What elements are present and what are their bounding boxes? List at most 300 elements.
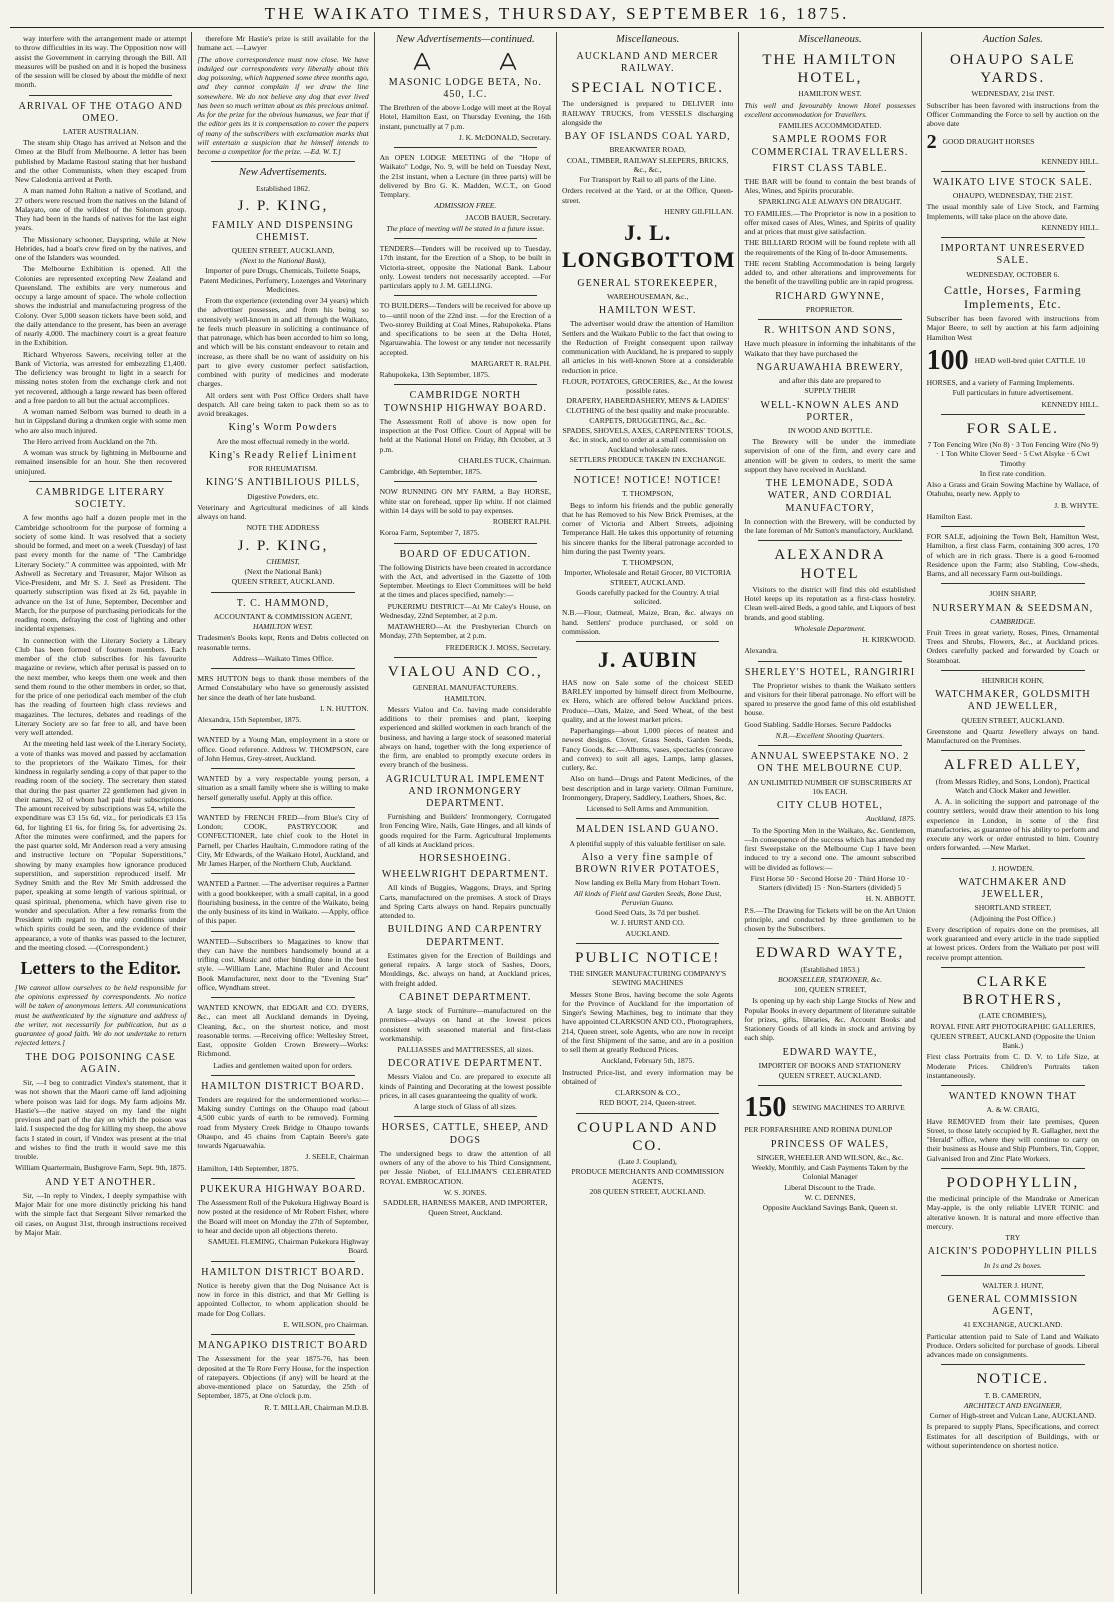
board-education-item: PUKERIMU DISTRICT—At Mr Caley's House, on Wednesday, 22nd September, at 2 p.m. [379, 601, 551, 620]
divider [941, 967, 1085, 968]
dog-case-letter: Sir, —I beg to contradict Vindex's statement, that it was not shown that the Maori came off land adjoining where poison was laid for dogs. My farm adjoins Mr. Hastie's—the native stayed on my land the night previous and part of the day on which the poison was laid. I suspected the dog for killing my sheep, the above facts I stated in court, if Vindex was present at the trial and wishes to find the truth it would save me this trouble. [15, 1078, 187, 1162]
hamilton-hotel: THE HAMILTON HOTEL, [762, 51, 898, 87]
hamilton-board-date: Hamilton, 14th September, 1875. [197, 1163, 299, 1173]
kohn-name: HEINRICH KOHN, [981, 675, 1044, 685]
ohaupo-item: GOOD DRAUGHT HORSES [942, 137, 1035, 147]
hurst-name: W. J. HURST AND CO. [610, 918, 685, 928]
hammond-name: T. C. HAMMOND, [236, 597, 330, 609]
thompson-title: Importer, Wholesale and Retail Grocer, 80 VICTORIA STREET, AUCKLAND. [564, 568, 732, 587]
whitson-paragraph-3: The Brewery will be under the immediate supervision of one of the firm, and every care and attention will be given to orders, to merit the same support they have received in Auckland. [744, 437, 916, 474]
wanted-ad: WANTED by a very respectable young person, a situation as a small family where she is willing to make herself generally useful. Apply at this office. [197, 774, 369, 802]
literary-society-heading: CAMBRIDGE LITERARY SOCIETY. [35, 486, 166, 511]
singer-paragraph-2: Instructed Price-list, and every information may be obtained of [561, 1067, 734, 1086]
pukekura-heading: PUKEKURA HIGHWAY BOARD. [200, 1183, 366, 1195]
building-heading: BUILDING AND CARPENTRY DEPARTMENT. [387, 924, 543, 948]
clarkson-name: CLARKSON & CO., [615, 1088, 681, 1098]
aickin-sub: In 1s and 2s boxes. [983, 1260, 1042, 1270]
column-3 [375, 32, 557, 1594]
agri-paragraph: Furnishing and Builders' Ironmongery, Corrugated Iron Fencing Wire, Nails, Gate Hinges, and all kinds of goods required for the Farm. Agricultural Implements of all kinds at Auckland prices. [379, 812, 551, 849]
builders-date: Rahupokeka, 13th September, 1875. [379, 370, 490, 380]
divider [941, 237, 1085, 238]
kennedy-signature: KENNEDY HILL. [1041, 156, 1099, 166]
whyte-signature: J. B. WHYTE. [1054, 500, 1099, 510]
longbottom-settlers: SETTLERS PRODUCE TAKEN IN EXCHANGE. [569, 454, 726, 464]
glass-line: A large stock of Glass of all sizes. [413, 1102, 517, 1112]
podophyllin-paragraph: the medicinal principle of the Mandrake or American May-apple, is the only reliable LIVER TONIC and alterative known. It is natural and more effective than mercury. [926, 1194, 1099, 1231]
divider [29, 95, 172, 96]
divider [394, 295, 537, 296]
divider [211, 768, 354, 769]
wood-line: IN WOOD AND BOTTLE. [787, 425, 873, 435]
masonic-signature: J. K. McDONALD, Secretary. [458, 132, 551, 142]
hunt-address: 41 EXCHANGE, AUCKLAND. [963, 1320, 1063, 1330]
whitson-paragraph: Have much pleasure in informing the inhabitants of the Waikato that they have purchased the [744, 339, 916, 358]
decorative-paragraph: Messrs Vialou and Co. are prepared to execute all kinds of Painting and Decorating at the lowest possible prices, in all cases guaranteeing the quality of work. [379, 1072, 551, 1100]
wanted-ad: WANTED a Partner. —The advertiser requires a Partner with a good bookkeeper, with a small capital, in a good flourishing business, in the centre of the Waikato, being the only business of its kind in Waikato. —Apply, office of this paper. [197, 879, 369, 926]
king-next-repeat: (Next the National Bank) [244, 567, 322, 577]
divider [576, 1113, 719, 1114]
divider [394, 481, 537, 482]
wanted-ad: WANTED—Subscribers to Magazines to know that they can have the numbers handsomely bound at a trifling cost. Music and other binding done in the best style. —William Lane, Machine Ruler and Account Book Manufacturer, next door to the "Evening Star" office, Wyndham street. [197, 936, 369, 992]
arrival-paragraph: The steam ship Otago has arrived at Nelson and the Omeo at the Bluff from Melbourne. A letter has been published by Madame Rastoul stating that her husband and the other Communists, when they escaped from New Caledonia arrived at Perth. [15, 138, 187, 185]
coupland-address: 208 QUEEN STREET, AUCKLAND. [589, 1186, 706, 1196]
clarke-sub: (LATE CROMBIE'S), [979, 1011, 1047, 1021]
clarke-paragraph: First class Portraits from C. D. V. to Life Size, at Moderate Prices. Children's Portraits taken instantaneously. [926, 1052, 1099, 1080]
hamilton-board-heading: HAMILTON DISTRICT BOARD. [201, 1080, 365, 1092]
king-pills: KING'S ANTIBILIOUS PILLS, [205, 477, 361, 489]
special-notice: SPECIAL NOTICE. [571, 80, 725, 97]
stabling-paragraph: THE recent Stabling Accommodation is being largely added to, and other alterations and improvements for the benefit of the travelling public are in rapid progress. [744, 258, 916, 287]
decorative-heading: DECORATIVE DEPARTMENT. [387, 1058, 543, 1070]
whitson-name: R. WHITSON AND SONS, [764, 325, 896, 337]
divider [941, 858, 1085, 859]
princess-line: PRINCESS OF WALES, [770, 1138, 890, 1150]
jones-address: Queen Street, Auckland. [428, 1208, 503, 1218]
established-line: Established 1862. [255, 184, 310, 194]
board-education-item: MATAWHERO—At the Presbyterian Church on Monday, 27th September, at 2 p.m. [379, 622, 551, 641]
wanted-ad: WANTED by a Young Man, employment in a store or office. Good reference. Address W. THOMPSON, care of John Hemus, Grey-street, Auckland. [197, 735, 369, 763]
alley-sub: (from Messrs Ridley, and Sons, London), Practical Watch and Clock Maker and Jeweller. [935, 776, 1090, 795]
divider [758, 938, 901, 939]
divider [941, 1364, 1085, 1365]
cambridge-date: Cambridge, 4th September, 1875. [379, 467, 482, 477]
divider [211, 668, 354, 669]
pukekura-signature: SAMUEL FLEMING, Chairman Pukekura Highway Board. [208, 1237, 369, 1256]
building-paragraph: Estimates given for the Erection of Buildings and general repairs. A large stock of Sashes, Doors, Mouldings, &c. always on hand, at Auckland prices, with freight added. [379, 950, 551, 988]
craig-paragraph: Have REMOVED from their late premises, Queen Street, to those lately occupied by R. Gallagher, next the "Herald" office, where they will continue to carry on their business as House and Ship Plumbers, Tin, Copper, Galvanised Iron and Zinc Plate Workers. [926, 1116, 1099, 1163]
longbottom-title: GENERAL STOREKEEPER, [577, 277, 718, 289]
horses-paragraph: The undersigned begs to draw the attention of all owners of any of the above to his Third Consignment, per Jessie Niobet, of ELLIMAN'S CELEBRATED ROYAL EMBROCATION. [379, 1148, 551, 1186]
pukekura-paragraph: The Assessment Roll of the Pukekura Highway Board is now posted at the residence of Mr Robert Fisher, where the Board will meet on Monday the 27th of September, to hear and decide upon all objections thereto. [197, 1198, 369, 1235]
craig-heading: WANTED KNOWN THAT [948, 1091, 1077, 1103]
hamilton-hotel-town: HAMILTON WEST. [798, 89, 862, 99]
column-heading: Miscellaneous. [798, 34, 862, 45]
hamilton-board-paragraph: Tenders are required for the undermentioned works:— Making sundry Cuttings on the Ohaupo road (about 4,500 cubic yards of earth to be removed). Forming road from Mystery Creek Bridge to Ohaupo towards Ohaupo, and 45 chains from Captain Beere's gate towards Ngaruawahia. [197, 1094, 369, 1151]
thompson-nb: N.B.—Flour, Oatmeal, Maize, Bran, &c. always on hand. Settlers' produce purchased, or sold on commission. [561, 608, 734, 636]
thompson-signature: T. THOMPSON, [621, 558, 674, 568]
mangapiko-heading: MANGAPIKO DISTRICT BOARD [198, 1340, 368, 1352]
king-relief-sub: FOR RHEUMATISM. [248, 464, 318, 474]
cattle-lot [927, 344, 1099, 387]
column-heading: Miscellaneous. [616, 34, 680, 45]
cattle-count: 100 [926, 344, 969, 376]
hammond-address: Address—Waikato Times Office. [232, 653, 334, 663]
divider [941, 171, 1085, 172]
kennedy-signature: KENNEDY HILL. [1041, 222, 1099, 232]
hammond-title: ACCOUNTANT & COMMISSION AGENT, [213, 611, 353, 621]
sample-rooms: SAMPLE ROOMS FOR COMMERCIAL TRAVELLERS. [751, 134, 909, 158]
wanted-ad: WANTED by FRENCH FRED—from Blue's City of London; COOK, PASTRYCOOK and CONFECTIONER, late chief cook to the Hotel in Parnell, per Charles Haultain, C.mmodore rating of the City, Mr Edwards, of the Waikato Hotel, Auckland, and Mr James Harper, of the Northern Club, Auckland. [197, 812, 369, 869]
seed-oats-line: Good Seed Oats, 3s 7d per bushel. [595, 908, 700, 918]
hamilton-board-signature: J. SEELE, Chairman [305, 1152, 369, 1162]
palliasses-line: PALLIASSES and MATTRESSES, all sizes. [397, 1045, 534, 1055]
important-sale-date: WEDNESDAY, OCTOBER 6. [966, 269, 1060, 279]
potatoes-line: Also a very fine sample of BROWN RIVER POTATOES, [575, 851, 721, 876]
divider [941, 583, 1085, 584]
arrival-paragraph: A woman named Selborn was burned to death in a hut in Gippsland during a drunken orgie with some men who are also much injured. [15, 407, 187, 435]
for-sale-heading: FOR SALE. [966, 420, 1059, 437]
king-next: (Next to the National Bank), [240, 256, 326, 266]
aubin-license: Licensed to Sell Arms and Ammunition. [586, 804, 709, 814]
divider [758, 661, 901, 662]
cambridge-signature: CHARLES TUCK, Chairman. [458, 455, 551, 465]
farm-signature: ROBERT RALPH. [492, 517, 551, 527]
breakwater-road: BREAKWATER ROAD, [609, 145, 686, 155]
hammond-paragraph: Tradesmen's Books kept, Rents and Debts collected on reasonable terms. [197, 633, 369, 652]
city-club-date: Auckland, 1875. [866, 814, 916, 824]
king-paragraph: From the experience (extending over 34 years) which the advertiser possesses, and from his being so extensively well-known in and all through the Waikato, he feels much pleasure in soliciting a continuance of that patronage, which has been accorded to him so long, and which will be his constant endeavour to retain and increase, as there shall be no want of assiduity on his part to give every customer perfect satisfaction, combined with purity of medicines and moderate charges. [197, 296, 369, 389]
editor-note: [The above correspondence must now close. We have indulged our correspondents very liberally about this dog poisoning, which happened some three months ago, and they cannot complain if we draw the line somewhere. We do not believe any dog that ever lived has been so much written about as this precious animal. As for the prize for the obvious humanus, we fear that if the editor gets its it is compensation to cover the papers of many of the subscribers with exclamation marks that will entertain a suspicion that he himself intends to become a competitor for the prize. —Ed. W. T.] [197, 54, 369, 156]
alexandra-town: Alexandra. [744, 646, 778, 656]
howden-address: SHORTLAND STREET, [974, 903, 1052, 913]
divider [758, 1085, 901, 1086]
alexandra-heading: ALEXANDRA HOTEL [774, 547, 886, 582]
railway-heading: AUCKLAND AND MERCER RAILWAY. [576, 50, 719, 74]
longbottom-drapery: DRAPERY, HABERDASHERY, MEN'S & LADIES' CLOTHING of the best quality and make procurable. [566, 396, 730, 415]
king-title: FAMILY AND DISPENSING CHEMIST. [212, 219, 354, 243]
podophyllin-heading: PODOPHYLLIN, [946, 1174, 1080, 1191]
cattle-paragraph: Subscriber has been favored with instructions from Major Beere, to sell by auction at his farm adjoining Hamilton West [926, 314, 1099, 342]
divider [211, 1075, 354, 1076]
alley-paragraph: A. A. in soliciting the support and patronage of the country settlers, would draw their attention to his long experience in London, in some of the first manufactories, as guarantee of his ability to perform and execute any work or order entrusted to him. Country orders forwarded. —New Market. [926, 797, 1099, 853]
aickin-pills: AICKIN'S PODOPHYLLIN PILLS [927, 1246, 1098, 1258]
first-class-table: FIRST CLASS TABLE. [772, 162, 888, 174]
literary-society-paragraph: A few months ago half a dozen people met in the Cambridge schoolroom for the purpose of forming a society of some kind. It was resolved that a society should be formed, and meet on a week (Tuesday) of last past every month for the name of "The Cambridge Literary Society." A committee was appointed, with Mr Ashwell as Secretary and Treasurer, Major Wilson as Vice-President, and Mr S. J. Seel as President. The quarterly subscription was fixed at 2s 6d, payable in advance on the 1st of June, September, December and March, for the purpose of purchasing periodicals for the reading room, defraying the cost of lighting and other incidental expenses. [15, 513, 187, 634]
sewing-trade: Liberal Discount to the Trade. [784, 1182, 876, 1192]
divider [576, 641, 719, 642]
malden-paragraph: A plentiful supply of this valuable fertiliser on sale. [569, 838, 726, 848]
waikato-live-stock-heading: WAIKATO LIVE STOCK SALE. [932, 177, 1093, 189]
hamilton-district-paragraph: Notice is hereby given that the Dog Nuisance Act is now in force in this district, and that Mr Gelling is appointed Collector, to whom application should be made for Dog Collars. [197, 1280, 369, 1318]
king-import: Importer of pure Drugs, Chemicals, Toilette Soaps, Patent Medicines, Perfumery, Lozenges and Veterinary Medicines. [199, 266, 367, 294]
board-education-heading: BOARD OF EDUCATION. [399, 548, 532, 560]
cattle-heading: Cattle, Horses, Farming Implements, Etc. [943, 282, 1082, 312]
masonic-paragraph: The Brethren of the above Lodge will meet at the Royal Hotel, Hamilton East, on Thursday Evening, the 16th instant, punctually at 7 p.m. [379, 103, 551, 131]
sewing-count: 150 [744, 1092, 787, 1124]
railway-transport: For Transport by Rail to all parts of the Line. [579, 175, 716, 185]
coupland-name: COUPLAND AND CO. [577, 1119, 719, 1154]
divider [758, 319, 901, 320]
waikato-live-stock-paragraph: The usual monthly sale of Live Stock, and Farming Implements, will take place on the above date. [926, 202, 1099, 221]
cameron-name: T. B. CAMERON, [984, 1390, 1042, 1400]
hutton-notice: MRS HUTTON begs to thank those members of the Armed Constabulary who have so generously assisted her since the death of her late husband. [197, 674, 369, 702]
abbott-signature: H. N. ABBOTT. [865, 894, 916, 904]
wayte-address: 100, QUEEN STREET, [793, 985, 866, 995]
singer-date: Auckland, February 5th, 1875. [601, 1056, 695, 1066]
aubin-paragraph: HAS now on Sale some of the choicest SEED BARLEY imported by himself direct from Melbourne, ex Hero, which are offered below Auckland prices. Produce—Oats, Maize, and Seed Wheat, of the best quality, and at the lowest market prices. [561, 677, 734, 724]
cambridge-heading: CAMBRIDGE NORTH TOWNSHIP HIGHWAY BOARD. [383, 390, 547, 414]
letters-note: [We cannot allow ourselves to be held responsible for the opinions expressed by correspondents. No notice will be taken of anonymous letters. All communications must be authenticated by the signature and address of the writer, not necessarily for publication, but as a guarantee of good faith. We do not undertake to return rejected letters.] [15, 982, 187, 1048]
gwynne-title: PROPRIETOR. [805, 304, 855, 314]
mangapiko-paragraph: The Assessment for the year 1875-76, has been deposited at the Te Rore Ferry House, for the inspection of ratepayers. Objections (if any) will be heard at the above-mentioned place on Saturday, the 25th of September, 1875, at One o'clock p.m. [197, 1354, 369, 1401]
vialou-title: GENERAL MANUFACTURERS. [412, 683, 519, 693]
longbottom-name: J. L. LONGBOTTOM [561, 220, 736, 272]
arrival-paragraph: Richard Whyeross Sawers, receiving teller at the Bank of Victoria, was arrested for embezzling £1,400. The deficiency was brought to light in a search for missing notes stolen from the exchange clerk and not yet recovered, although a large reward has been offered and a free pardon to all but the actual accomplices. [15, 349, 187, 405]
another-heading: AND YET ANOTHER. [45, 1176, 157, 1188]
divider [211, 931, 354, 932]
jones-title: SADDLER, HARNESS MAKER, AND IMPORTER, [383, 1198, 548, 1208]
divider [211, 997, 354, 998]
divider [941, 414, 1085, 415]
king-pills-sub: Digestive Powders, etc. [247, 491, 319, 501]
cambridge-paragraph: The Assessment Roll of above is now open for inspection at the Post Office. Court of Appeal will be held at the National Hotel on Friday, 8th October, at 3 p.m. [379, 416, 551, 454]
sherley-paragraph: The Proprietor wishes to thank the Waikato settlers and visitors for their liberal patronage. No effort will be spared to preserve the good fame of this old established house. [744, 680, 916, 718]
divider [211, 161, 354, 162]
mangapiko-signature: R. T. MILLAR, Chairman M.D.B. [264, 1402, 369, 1412]
divider [941, 1168, 1085, 1169]
horseshoeing-heading: HORSESHOEING. [419, 853, 512, 865]
horses-heading: HORSES, CATTLE, SHEEP, AND DOGS [381, 1122, 549, 1146]
aubin-name: J. AUBIN [597, 647, 698, 673]
divider [394, 657, 537, 658]
masonic-heading: MASONIC LODGE BETA, No. 450, I.C. [388, 76, 542, 100]
howden-title: WATCHMAKER AND JEWELLER, [958, 876, 1067, 901]
divider [211, 1334, 354, 1335]
families-paragraph: TO FAMILIES.—The Proprietor is now in a position to offer mixed cases of Ales, Wines, and Spirits of quality and at prices that must give satisfaction. [744, 208, 916, 237]
arrival-paragraph: A man named John Ralton a native of Scotland, and 27 others were rescued from the natives on the Island of Malayato, one of the wildest of the Solomon group. They had been in the hands of natives for the last eight years. [15, 186, 187, 233]
sharp-name: JOHN SHARP, [989, 589, 1037, 599]
cameron-title: ARCHITECT AND ENGINEER, [963, 1400, 1062, 1410]
thompson-paragraph: Begs to inform his friends and the public generally that he has Removed to his New Brick Premises, at the corner of Victoria and Albert Streets, adjoining Temperance Hall. He takes this opportunity of returning his sincere thanks for the liberal patronage accorded to him during the past Twenty years. [561, 500, 734, 556]
craig-name: A. & W. CRAIG, [986, 1105, 1040, 1115]
sale-list: 7 Ton Fencing Wire (No 8) · 3 Ton Fencing Wire (No 9) · 1 Ton White Clover Seed · 5 Cwt Alsyke · 6 Cwt Timothy [927, 440, 1099, 468]
literary-society-paragraph: In connection with the Literary Society a Library Club has been formed of fourteen members. Each member of the club subscribes for his favourite magazine or review, which after perusal is passed on to the next member, who keeps them one week and then send them round to the other members in order, so that, for the price of one periodical each member of the club has the reading of fourteen high class reviews and magazines. The lectures, debates and readings of the Literary Society are so far free to all, and have been very well attended. [15, 635, 187, 737]
king-note: NOTE THE ADDRESS [246, 523, 320, 533]
dennes-address: Opposite Auckland Savings Bank, Queen st. [762, 1203, 898, 1213]
hamilton-hotel-paragraph: This well and favourably known Hotel possesses excellent accommodation for Travellers. [744, 100, 916, 119]
sherley-nb: N.B.—Excellent Shooting Quarters. [775, 730, 885, 740]
arrival-subheading: LATER AUSTRALIAN. [62, 126, 139, 136]
aubin-paragraph: Also on hand—Drugs and Patent Medicines, of the best description and in large variety. Oilman Furniture, Ironmongery, Drapery, Saddlery, Leathers, Shoes, &c. [561, 774, 734, 802]
ohaupo-date: WEDNESDAY, 21st INST. [971, 89, 1055, 99]
divider [941, 670, 1085, 671]
kohn-title: WATCHMAKER, GOLDSMITH AND JEWELLER, [935, 689, 1091, 713]
sharp-title: NURSERYMAN & SEEDSMAN, [932, 602, 1094, 614]
arrival-paragraph: The Melbourne Exhibition is opened. All the Colonies are represented excepting New Zealand and Queensland. The exhibits are very numerous and occupy a large amount of space. The whole collection shows the industrial and manufacturing progress of the Colony. Over 5,000 season tickets have been sold, and the daily attendance to the present, has been an average of nearly 4,000. The machinery court is a great feature in the Exhibition. [15, 264, 187, 348]
city-club: CITY CLUB HOTEL, [777, 800, 883, 812]
hurst-town: AUCKLAND. [625, 928, 670, 938]
families-line: FAMILIES ACCOMMODATED. [778, 121, 882, 131]
square-compass-icon [411, 51, 433, 73]
sale-condition: In first rate condition. [979, 468, 1046, 478]
lemonade-heading: THE LEMONADE, SODA WATER, AND CORDIAL MANUFACTORY, [765, 478, 895, 514]
king-vet: Veterinary and Agricultural medicines of all kinds always on hand. [197, 502, 369, 522]
dog-case-signature: William Quartermain, Bushgrove Farm, Sept. 9th, 1875. [15, 1163, 187, 1173]
cameron-paragraph: Is prepared to supply Plans, Specifications, and correct Estimates for all description of Buildings, with or without superintendence on shortest notice. [926, 1422, 1099, 1450]
hutton-date: Alexandra, 15th September, 1875. [197, 715, 302, 725]
vialou-town: HAMILTON. [444, 693, 487, 703]
important-sale-heading: IMPORTANT UNRESERVED SALE. [940, 243, 1086, 267]
king-worm-sub: Are the most effectual remedy in the world. [216, 436, 350, 446]
divider [576, 469, 719, 470]
another-letter: Sir, —In reply to Vindex, I deeply sympathise with Major Mair for one more distinctly pricking his hand with the simple fact that Sergeant Silver remarked the oil cases, on August 31st, through instructions received by Major Mair. [15, 1190, 187, 1237]
longbottom-spades: SPADES, SHOVELS, AXES, CARPENTERS' TOOLS, &c. in stock, and to order at a small commission on Auckland wholesale rates. [562, 426, 733, 454]
railway-orders: Orders received at the Yard, or at the Office, Queen-street. [561, 186, 734, 205]
column-2 [192, 32, 374, 1594]
wayte-established: (Established 1853.) [800, 964, 860, 974]
sweep-sub: AN UNLIMITED NUMBER OF SUBSCRIBERS AT 10s EACH. [747, 777, 913, 796]
king-paragraph: All orders sent with Post Office Orders shall have despatch. All care being taken to pack them so as to avoid breakages. [197, 390, 369, 419]
arrival-paragraph: The Missionary schooner, Dayspring, while at New Hebrides, had a boat's crew fired on by the natives, and one of the Islanders was wounded. [15, 234, 187, 263]
ohaupo-count: 2 [926, 131, 937, 154]
hunt-paragraph: Particular attention paid to Sale of Land and Waikato Produce. Orders solicited for purchase of goods. Liberal advances made on consignments. [926, 1331, 1099, 1360]
singer-heading: THE SINGER MANUFACTURING COMPANY'S SEWING MACHINES [569, 969, 727, 988]
malden-heading: MALDEN ISLAND GUANO. [576, 824, 720, 836]
clarke-title: ROYAL FINE ART PHOTOGRAPHIC GALLERIES, [930, 1021, 1096, 1031]
dog-case-heading: THE DOG POISONING CASE AGAIN. [25, 1051, 176, 1075]
king-name: J. P. KING, [237, 198, 329, 215]
longbottom-paragraph: The advertiser would draw the attention of Hamilton Settlers and the Waikato Public to the fact that owing to the Reduction of Freight consequent upon railway communication with Auckland, he is prepared to supply all articles in his well-known Store at a considerable reduction in price. [561, 319, 734, 375]
ohaupo-heading: OHAUPO SALE YARDS. [949, 51, 1076, 87]
wanted-ad: WANTED KNOWN, that EDGAR and CO. DYERS, &c., can meet all Auckland demands in Dyeing, Cleaning, &c., on the shortest notice, and most reasonable terms. —Receiving office: Wellesley Street, East, opposite Golden Crown Brewery—Works: Richmond. [197, 1003, 369, 1059]
city-club-paragraph: To the Sporting Men in the Waikato, &c. Gentlemen, —In consequence of the success which has attended my first Sweepstake on the Melbourne Cup I have been induced to try a second one. The amount subscribed will be divided as follows:— [744, 825, 916, 872]
alexandra-paragraph: Visitors to the district will find this old established Hotel keeps up its reputation as a first-class hostelry. Clean well-aired Beds, a good table, and Liquors of best brands, and good stabling. [744, 584, 916, 622]
gwynne-name: RICHARD GWYNNE, [775, 290, 885, 302]
builders-signature: MARGARET R. RALPH. [470, 358, 551, 368]
divider [941, 1085, 1085, 1086]
ales-line: WELL-KNOWN ALES AND PORTER, [760, 399, 900, 423]
king-relief: King's Ready Relief Liniment [209, 449, 357, 461]
divider [576, 943, 719, 944]
divider [211, 873, 354, 874]
coal-yard: BAY OF ISLANDS COAL YARD, [564, 131, 731, 143]
wayte-name: EDWARD WAYTE, [755, 945, 905, 962]
cabinet-heading: CABINET DEPARTMENT. [399, 991, 532, 1003]
railway-paragraph: The undersigned is prepared to DELIVER into RAILWAY TRUCKS, from VESSELS discharging alongside the [561, 99, 734, 127]
bar-paragraph: THE BAR will be found to contain the best brands of Ales, Wines, and Spirits procurable. [744, 176, 916, 196]
public-notice-heading: PUBLIC NOTICE! [575, 949, 721, 966]
wheelwright-paragraph: All kinds of Buggies, Waggons, Drays, and Spring Carts, manufactured on the premises. A stock of Drays and Spring Carts always on hand. Repairs punctually attended to. [379, 883, 551, 921]
coupland-sub: (Late J. Coupland), [618, 1157, 677, 1167]
hutton-signature: I. N. HUTTON. [320, 703, 369, 713]
divider [758, 745, 901, 746]
sewing-machines-ad [744, 1091, 915, 1134]
literary-society-paragraph: At the meeting held last week of the Literary Society, a vote of thanks was moved and passed by acclamation to the proprietors of the Waikato Times, for their kindness in regularly sending a copy of that paper to the reading room of the society. The secretary then stated that during the past quarter 22 gentlemen had given in their names, 32 of whom had paid their subscriptions. The amount received by subscriptions was £4, while the expenditure was £3 15s 6d, viz., for periodicals £3 15s 6d, for lighting £1 6s, for firing 5s, for advertising 2s. After the minutes were confirmed, and the papers for the past quarter sold, Mr Anderson read a very amusing and instructive lecture on "Popular Superstitions," showing by many examples how ignorance produced superstition, and superstition reproduced itself. Mr Sydney Smith and the Rev Mr Smith addressed the paper, speaking at some length of various spiritual, or quasi spiritual, phenomena, which have given rise to wonder and speculation. After a few remarks from the President with regard to the only conditions under which spirits could be seen, and the evidence of their appearance, a vote of thanks was passed to the lecturer, and the meeting closed. —(Correspondent.) [15, 739, 187, 952]
billiard-paragraph: THE BILLIARD ROOM will be found replete with all the requirements of the King of In-door Amusements. [744, 238, 916, 257]
sewing-paragraph: Weekly, Monthly, and Cash Payments Taken by the Colonial Manager [751, 1163, 909, 1182]
dennes-name: W. C. DENNES, [804, 1192, 856, 1202]
divider [211, 1261, 354, 1262]
divider [394, 1116, 537, 1117]
jones-name: W. S. JONES. [443, 1187, 487, 1197]
wayte-title: BOOKSELLER, STATIONER, &c. [777, 974, 882, 984]
divider [394, 384, 537, 385]
masonic-emblems [380, 51, 551, 73]
hunt-title: GENERAL COMMISSION AGENT, [947, 1294, 1079, 1318]
vialou-name: VIALOU AND CO., [387, 663, 543, 680]
sharp-town: CAMBRIDGE. [990, 616, 1036, 626]
brewery-name: NGARUAWAHIA BREWERY, [756, 361, 904, 373]
divider [211, 1178, 354, 1179]
king-name-repeat: J. P. KING, [237, 537, 329, 554]
longbottom-town: HAMILTON WEST. [598, 305, 697, 317]
vialou-paragraph: Messrs Vialou and Co. having made considerable additions to their premises and plant, keeping experienced and skilled workmen in each branch of the business, and having a large stock of seasoned material always on hand, together with the long experience of the firm, are enabled to promptly execute orders in every branch of the business. [379, 704, 551, 770]
tender-paragraph: TENDERS—Tenders will be received up to Tuesday, 17th instant, for the Erection of a Shop, to be built in Victoria-street, opposite the National Bank. Labour only. Lowest tenders not necessarily accepted. —For particulars apply to J. M. GELLING. [379, 244, 551, 291]
wayte-street: QUEEN STREET, AUCKLAND. [778, 1071, 882, 1081]
howden-paragraph: Every description of repairs done on the premises, all work guaranteed and every article in the trade supplied at lowest prices. Orders from the Waikato per post will receive prompt attention. [926, 924, 1099, 962]
railway-signature: HENRY GILFILLAN. [664, 206, 734, 216]
agri-heading: AGRICULTURAL IMPLEMENT AND IRONMONGERY DEPARTMENT. [385, 773, 545, 809]
podophyllin-try: TRY [1005, 1233, 1021, 1243]
waikato-live-stock-date: OHAUPO, WEDNESDAY, THE 21ST. [952, 191, 1073, 201]
clarkson-address: RED BOOT, 214, Queen-street. [599, 1098, 697, 1108]
divider [211, 592, 354, 593]
clarke-address: QUEEN STREET, AUCKLAND (Opposite the Union Bank.) [930, 1031, 1096, 1051]
railway-list: COAL, TIMBER, RAILWAY SLEEPERS, BRICKS, &c., &c., [566, 155, 729, 174]
alley-name: ALFRED ALLEY, [943, 757, 1082, 774]
news-intro: way interfere with the arrangement made or attempt to throw difficulties in its way. The Opposition now will assist the Government in carrying through the Bill. All measures will be pushed on and it is hoped the business of the session will be closed by about the middle of next month. [15, 34, 187, 90]
hamilton-district-heading: HAMILTON DISTRICT BOARD. [201, 1266, 365, 1278]
arrival-paragraph: A woman was struck by lightning in Melbourne and remained insensible for an hour. She then recovered uninjured. [15, 448, 187, 476]
kennedy-signature: KENNEDY HILL. [1041, 399, 1099, 409]
wayte-name-repeat: EDWARD WAYTE, [782, 1046, 878, 1058]
notice-heading: NOTICE. [976, 1371, 1050, 1388]
kohn-address: QUEEN STREET, AUCKLAND. [961, 715, 1065, 725]
howden-name: J. HOWDEN. [991, 863, 1035, 873]
hamilton-east: Hamilton East. [926, 511, 973, 521]
divider [941, 526, 1085, 527]
clarke-name: CLARKE BROTHERS, [962, 973, 1063, 1009]
lodge-admission: ADMISSION FREE. [434, 201, 497, 211]
hamilton-district-signature: E. WILSON, pro Chairman. [283, 1319, 369, 1329]
divider [394, 543, 537, 544]
lemonade-paragraph: In connection with the Brewery, will be conducted by the late foreman of Mr Sutton's manufactory, Auckland. [744, 516, 916, 535]
wayte-paragraph: Is opening up by each ship Large Stocks of New and Popular Books in every department of literature suitable for prizes, gifts, libraries, &c. Account Books and Stationery Goods of all kinds in stock and arriving by each ship. [744, 996, 916, 1043]
letters-heading: Letters to the Editor. [20, 958, 181, 978]
masthead: THE WAIKATO TIMES, THURSDAY, SEPTEMBER 16, 1875. [10, 0, 1104, 28]
board-education-paragraph: The following Districts have been created in accordance with the Act, and advertised in the Gazette of 10th September. Meetings to Elect Committees will be held at the times and places specified, namely:— [379, 562, 551, 600]
alexandra-signature: H. KIRKWOOD. [862, 635, 916, 645]
divider [576, 818, 719, 819]
sweep-heading: ANNUAL SWEEPSTAKE NO. 2 ON THE MELBOURNE CUP. [750, 751, 910, 775]
farm-date: Koroa Farm, September 7, 1875. [379, 528, 480, 538]
divider [941, 750, 1085, 751]
divider [941, 1275, 1085, 1276]
howden-sub: (Adjoining the Post Office.) [970, 913, 1056, 923]
column-6 [922, 32, 1104, 1594]
column-4 [557, 32, 739, 1594]
prize-paragraph: therefore Mr Hastie's prize is still available for the humane act. —Lawyer [197, 34, 369, 53]
divider [758, 540, 901, 541]
notice-heading: NOTICE! NOTICE! NOTICE! [573, 475, 722, 487]
divider [29, 481, 172, 482]
cameron-address: Corner of High-street and Vulcan Lane, AUCKLAND. [929, 1411, 1097, 1421]
builders-paragraph: TO BUILDERS—Tenders will be received for above up to—until noon of the 22nd inst. —for the Erection of a Two-storey Building at Coal Mines, Rahupokeka. Plans and specifications to be seen at the Delta Hotel, Ngaruawahia. The lowest or any tender not necessarily accepted. [379, 301, 551, 357]
seeds-line: All kinds of Field and Garden Seeds, Bone Dust, Peruvian Guano. [573, 888, 722, 907]
wanted-sub: Ladies and gentlemen waited upon for orders. [213, 1060, 353, 1070]
divider [211, 807, 354, 808]
board-education-signature: FREDERICK J. MOSS, Secretary. [445, 642, 551, 652]
